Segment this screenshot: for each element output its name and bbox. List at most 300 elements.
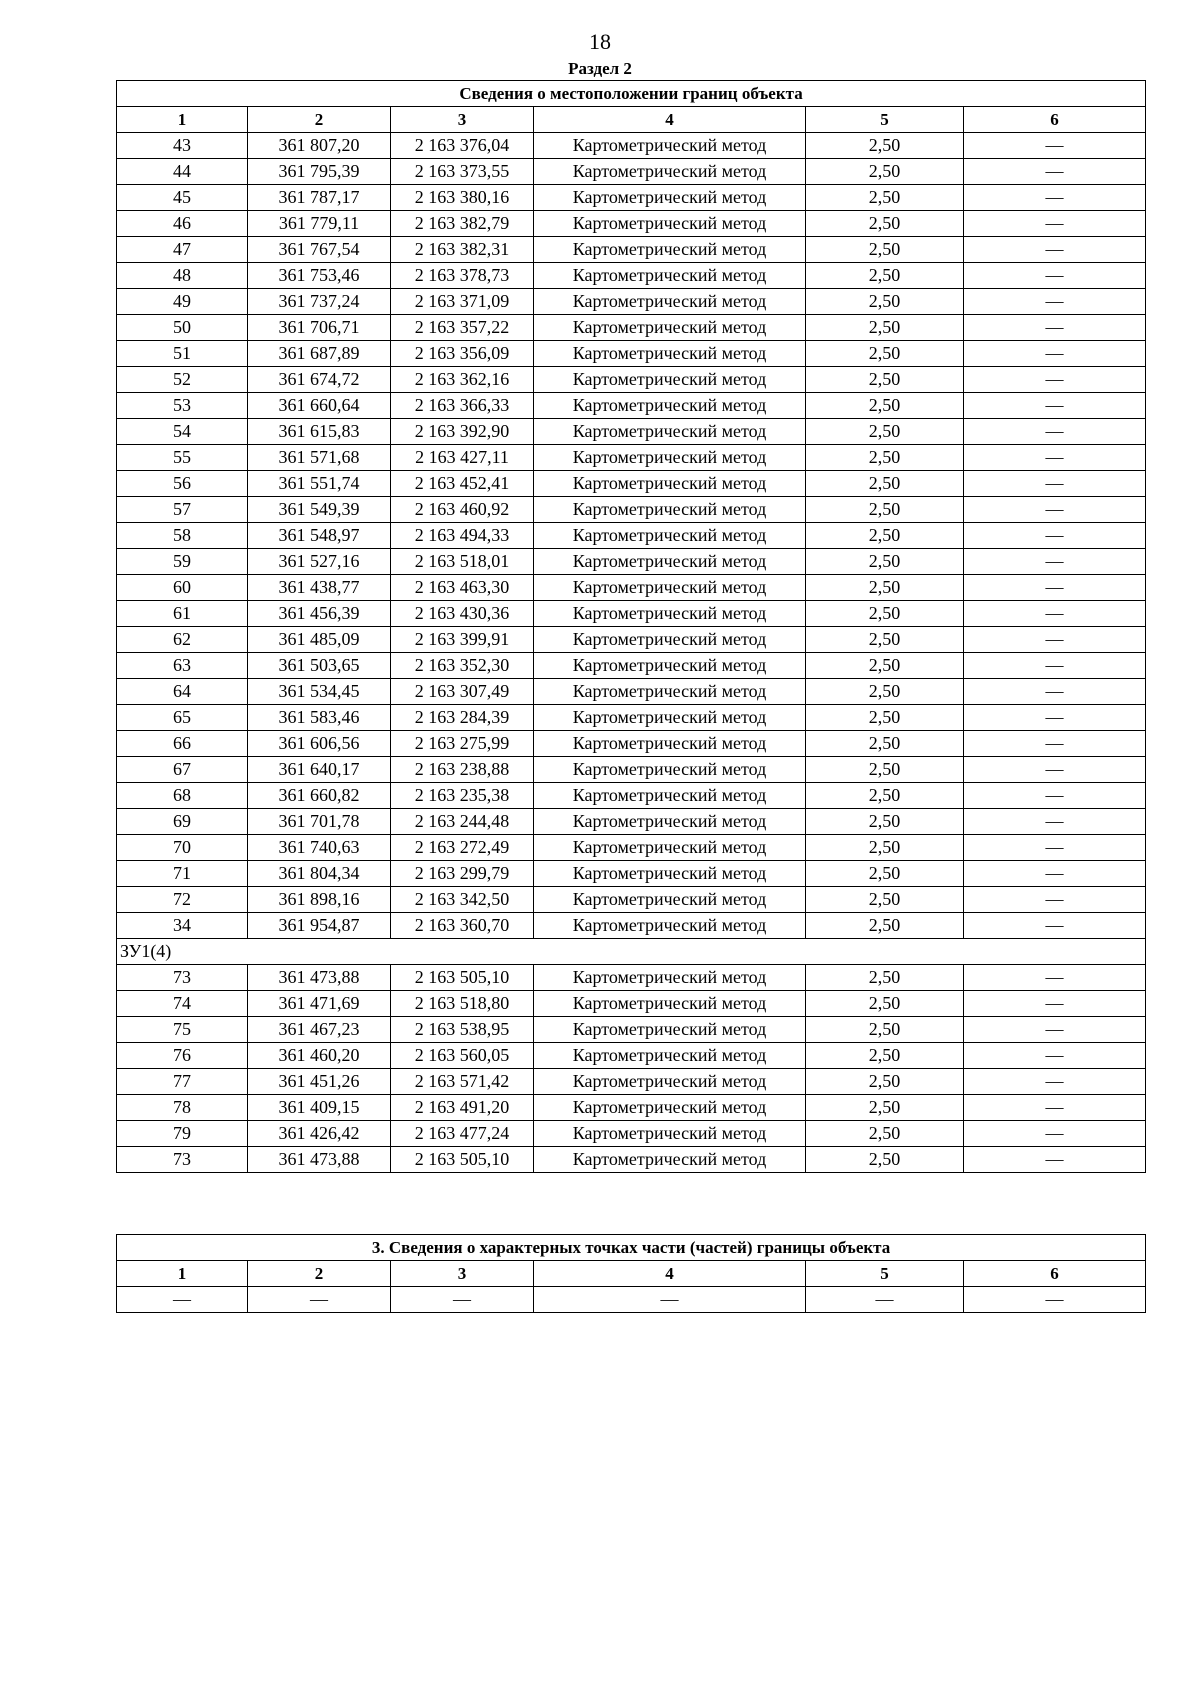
table-cell: 53 [117, 393, 248, 419]
table-cell: 2 163 494,33 [391, 523, 534, 549]
table-cell: 2,50 [806, 549, 964, 575]
table-cell: 2,50 [806, 1069, 964, 1095]
table-cell: 2 163 356,09 [391, 341, 534, 367]
table-cell: 46 [117, 211, 248, 237]
table-cell: — [964, 965, 1146, 991]
table-cell: Картометрический метод [534, 393, 806, 419]
table-cell: 60 [117, 575, 248, 601]
table-cell: 2,50 [806, 627, 964, 653]
table-cell: 2,50 [806, 159, 964, 185]
table-cell: 361 606,56 [248, 731, 391, 757]
table-cell: — [964, 419, 1146, 445]
table-cell: — [964, 731, 1146, 757]
table-cell: 361 687,89 [248, 341, 391, 367]
table-cell: 2,50 [806, 419, 964, 445]
table-cell: 2,50 [806, 471, 964, 497]
table-cell: 55 [117, 445, 248, 471]
column-header: 6 [964, 107, 1146, 133]
table-cell: 361 549,39 [248, 497, 391, 523]
table-cell: — [117, 1287, 248, 1313]
boundaries-caption: Сведения о местоположении границ объекта [117, 81, 1146, 107]
table-cell: 361 467,23 [248, 1017, 391, 1043]
table-cell: 48 [117, 263, 248, 289]
table-cell: Картометрический метод [534, 679, 806, 705]
table-cell: 63 [117, 653, 248, 679]
table-cell: 77 [117, 1069, 248, 1095]
table-cell: 361 701,78 [248, 809, 391, 835]
parts-caption-row [117, 1235, 1146, 1261]
table-cell: — [964, 497, 1146, 523]
table-cell: — [964, 237, 1146, 263]
table-cell: — [964, 185, 1146, 211]
table-cell: 50 [117, 315, 248, 341]
table-cell: Картометрический метод [534, 809, 806, 835]
table-cell: Картометрический метод [534, 315, 806, 341]
table-cell: 361 551,74 [248, 471, 391, 497]
table-cell: Картометрический метод [534, 263, 806, 289]
table-row [117, 471, 1146, 497]
table-cell: — [964, 1095, 1146, 1121]
table-cell: 2 163 491,20 [391, 1095, 534, 1121]
table-cell: Картометрический метод [534, 913, 806, 939]
table-cell: 68 [117, 783, 248, 809]
table-cell: 43 [117, 133, 248, 159]
table-cell: — [391, 1287, 534, 1313]
table-cell: — [964, 861, 1146, 887]
table-cell: — [964, 679, 1146, 705]
parts-column-header: 4 [534, 1261, 806, 1287]
table-cell: — [964, 523, 1146, 549]
table-cell: 2,50 [806, 289, 964, 315]
column-header: 3 [391, 107, 534, 133]
table-cell: Картометрический метод [534, 835, 806, 861]
table-row [117, 1069, 1146, 1095]
table-cell: 361 460,20 [248, 1043, 391, 1069]
table-cell: 64 [117, 679, 248, 705]
table-cell: 2,50 [806, 601, 964, 627]
table-row [117, 1147, 1146, 1173]
table-row [117, 1095, 1146, 1121]
table-cell: 57 [117, 497, 248, 523]
table-cell: 2 163 571,42 [391, 1069, 534, 1095]
table-cell: 59 [117, 549, 248, 575]
table-cell: 78 [117, 1095, 248, 1121]
table-cell: 45 [117, 185, 248, 211]
table-cell: — [964, 601, 1146, 627]
table-cell: 361 527,16 [248, 549, 391, 575]
table-row [117, 159, 1146, 185]
table-cell: Картометрический метод [534, 861, 806, 887]
table-cell: Картометрический метод [534, 523, 806, 549]
table-cell: 361 548,97 [248, 523, 391, 549]
table-cell: 361 451,26 [248, 1069, 391, 1095]
table-cell: 2,50 [806, 991, 964, 1017]
table-cell: 47 [117, 237, 248, 263]
table-cell: 2 163 307,49 [391, 679, 534, 705]
parts-column-header: 2 [248, 1261, 391, 1287]
table-row [117, 679, 1146, 705]
table-cell: 2 163 366,33 [391, 393, 534, 419]
table-cell: 69 [117, 809, 248, 835]
table-cell: 2,50 [806, 211, 964, 237]
table-cell: — [964, 315, 1146, 341]
table-cell: Картометрический метод [534, 1043, 806, 1069]
table-cell: — [964, 627, 1146, 653]
table-cell: Картометрический метод [534, 549, 806, 575]
table-cell: 2 163 518,80 [391, 991, 534, 1017]
table-cell: 361 753,46 [248, 263, 391, 289]
table-cell: 361 485,09 [248, 627, 391, 653]
table-cell: 2 163 360,70 [391, 913, 534, 939]
table-cell: 2 163 382,31 [391, 237, 534, 263]
table-cell: 2,50 [806, 575, 964, 601]
caption-row [117, 81, 1146, 107]
table-cell: 361 804,34 [248, 861, 391, 887]
table-cell: 58 [117, 523, 248, 549]
table-row [117, 237, 1146, 263]
table-cell: 2,50 [806, 653, 964, 679]
table-cell: 2 163 505,10 [391, 965, 534, 991]
table-cell: 2 163 376,04 [391, 133, 534, 159]
table-cell: — [964, 263, 1146, 289]
table-cell: — [964, 367, 1146, 393]
table-cell: 361 660,64 [248, 393, 391, 419]
table-cell: 2,50 [806, 497, 964, 523]
table-cell: 79 [117, 1121, 248, 1147]
table-cell: 51 [117, 341, 248, 367]
table-cell: 2 163 357,22 [391, 315, 534, 341]
table-cell: 2 163 373,55 [391, 159, 534, 185]
table-cell: 2,50 [806, 237, 964, 263]
table-cell: 361 660,82 [248, 783, 391, 809]
table-cell: Картометрический метод [534, 471, 806, 497]
table-row [117, 835, 1146, 861]
table-row [117, 887, 1146, 913]
parts-column-header: 5 [806, 1261, 964, 1287]
table-cell: 2,50 [806, 185, 964, 211]
parts-column-header: 3 [391, 1261, 534, 1287]
table-cell: Картометрический метод [534, 211, 806, 237]
page-number: 18 [589, 29, 611, 54]
table-cell: 2,50 [806, 835, 964, 861]
table-cell: 2,50 [806, 913, 964, 939]
table-cell: — [964, 393, 1146, 419]
parts-header-row [117, 1261, 1146, 1287]
table-row [117, 731, 1146, 757]
table-cell: Картометрический метод [534, 289, 806, 315]
table-cell: 2,50 [806, 523, 964, 549]
table-cell: 361 787,17 [248, 185, 391, 211]
table-cell: 361 795,39 [248, 159, 391, 185]
table-cell: 61 [117, 601, 248, 627]
table-row [117, 341, 1146, 367]
table-cell: 2 163 371,09 [391, 289, 534, 315]
table-cell: 361 767,54 [248, 237, 391, 263]
table-cell: 2 163 362,16 [391, 367, 534, 393]
table-cell: 73 [117, 1147, 248, 1173]
table-cell: 361 473,88 [248, 965, 391, 991]
table-cell: — [964, 809, 1146, 835]
table-cell: 2 163 518,01 [391, 549, 534, 575]
table-row [117, 549, 1146, 575]
table-cell: 2 163 560,05 [391, 1043, 534, 1069]
column-header: 4 [534, 107, 806, 133]
table-row [117, 263, 1146, 289]
boundaries-table [116, 80, 1146, 1173]
table-cell: — [964, 653, 1146, 679]
table-cell: 2,50 [806, 341, 964, 367]
table-row [117, 627, 1146, 653]
table-row [117, 497, 1146, 523]
table-row [117, 575, 1146, 601]
table-row [117, 809, 1146, 835]
table-cell: — [964, 1287, 1146, 1313]
table-cell: 2,50 [806, 757, 964, 783]
table-cell: Картометрический метод [534, 653, 806, 679]
table-cell: — [964, 1017, 1146, 1043]
table-cell: — [248, 1287, 391, 1313]
column-header: 2 [248, 107, 391, 133]
table-row [117, 133, 1146, 159]
table-cell: 2,50 [806, 445, 964, 471]
table-cell: 2,50 [806, 393, 964, 419]
parts-column-header: 1 [117, 1261, 248, 1287]
parts-row [117, 1287, 1146, 1313]
column-header: 5 [806, 107, 964, 133]
table-cell: 361 426,42 [248, 1121, 391, 1147]
table-cell: 2 163 477,24 [391, 1121, 534, 1147]
table-cell: 2 163 284,39 [391, 705, 534, 731]
table-cell: Картометрический метод [534, 185, 806, 211]
header-row [117, 107, 1146, 133]
table-cell: — [964, 835, 1146, 861]
table-cell: 361 898,16 [248, 887, 391, 913]
group-label: ЗУ1(4) [117, 939, 1146, 965]
table-row [117, 965, 1146, 991]
table-cell: 54 [117, 419, 248, 445]
table-cell: 361 583,46 [248, 705, 391, 731]
table-cell: 2,50 [806, 367, 964, 393]
table-cell: 75 [117, 1017, 248, 1043]
table-row [117, 1017, 1146, 1043]
table-cell: Картометрический метод [534, 1147, 806, 1173]
table-cell: Картометрический метод [534, 133, 806, 159]
table-cell: 2 163 430,36 [391, 601, 534, 627]
table-cell: 361 737,24 [248, 289, 391, 315]
table-cell: 2,50 [806, 783, 964, 809]
table-cell: 2,50 [806, 861, 964, 887]
table-cell: 2,50 [806, 679, 964, 705]
table-cell: — [964, 341, 1146, 367]
table-cell: 2 163 275,99 [391, 731, 534, 757]
table-cell: Картометрический метод [534, 601, 806, 627]
table-cell: 2,50 [806, 1043, 964, 1069]
table-cell: 56 [117, 471, 248, 497]
table-cell: Картометрический метод [534, 991, 806, 1017]
table-cell: Картометрический метод [534, 341, 806, 367]
table-row [117, 1043, 1146, 1069]
table-cell: 361 954,87 [248, 913, 391, 939]
table-cell: Картометрический метод [534, 445, 806, 471]
table-row [117, 1121, 1146, 1147]
table-cell: — [964, 211, 1146, 237]
table-row [117, 653, 1146, 679]
table-row [117, 289, 1146, 315]
parts-table [116, 1234, 1146, 1313]
table-cell: 2,50 [806, 133, 964, 159]
table-row [117, 991, 1146, 1017]
table-cell: 2,50 [806, 1147, 964, 1173]
table-row [117, 315, 1146, 341]
table-cell: 361 571,68 [248, 445, 391, 471]
table-cell: Картометрический метод [534, 705, 806, 731]
table-cell: — [964, 887, 1146, 913]
table-cell: — [964, 549, 1146, 575]
parts-caption: 3. Сведения о характерных точках части (частей) границы объекта [117, 1235, 1146, 1261]
table-cell: Картометрический метод [534, 367, 806, 393]
table-cell: 361 471,69 [248, 991, 391, 1017]
table-cell: 72 [117, 887, 248, 913]
table-cell: — [964, 1121, 1146, 1147]
table-cell: Картометрический метод [534, 1121, 806, 1147]
table-cell: 361 615,83 [248, 419, 391, 445]
table-cell: Картометрический метод [534, 237, 806, 263]
table-cell: 2 163 427,11 [391, 445, 534, 471]
table-cell: 34 [117, 913, 248, 939]
table-cell: Картометрический метод [534, 1017, 806, 1043]
column-header: 1 [117, 107, 248, 133]
table-cell: 2 163 299,79 [391, 861, 534, 887]
table-row [117, 783, 1146, 809]
table-row [117, 601, 1146, 627]
table-cell: 2 163 452,41 [391, 471, 534, 497]
table-cell: — [964, 1043, 1146, 1069]
table-cell: 2 163 399,91 [391, 627, 534, 653]
table-cell: 67 [117, 757, 248, 783]
table-cell: 2,50 [806, 887, 964, 913]
table-cell: Картометрический метод [534, 497, 806, 523]
section-title: Раздел 2 [568, 59, 632, 78]
table-cell: 2,50 [806, 965, 964, 991]
group-row [117, 939, 1146, 965]
table-cell: 361 503,65 [248, 653, 391, 679]
table-cell: 71 [117, 861, 248, 887]
table-cell: 74 [117, 991, 248, 1017]
table-cell: 70 [117, 835, 248, 861]
table-row [117, 367, 1146, 393]
table-cell: 2 163 463,30 [391, 575, 534, 601]
table-cell: 361 674,72 [248, 367, 391, 393]
table-cell: 2,50 [806, 1017, 964, 1043]
table-cell: 361 473,88 [248, 1147, 391, 1173]
table-cell: — [534, 1287, 806, 1313]
table-cell: 66 [117, 731, 248, 757]
table-cell: — [806, 1287, 964, 1313]
table-cell: — [964, 289, 1146, 315]
table-cell: 2,50 [806, 1095, 964, 1121]
table-cell: — [964, 757, 1146, 783]
table-cell: 2,50 [806, 1121, 964, 1147]
table-cell: — [964, 159, 1146, 185]
table-cell: 2,50 [806, 315, 964, 341]
table-cell: 2 163 538,95 [391, 1017, 534, 1043]
table-row [117, 913, 1146, 939]
table-cell: 361 456,39 [248, 601, 391, 627]
parts-column-header: 6 [964, 1261, 1146, 1287]
table-cell: 361 706,71 [248, 315, 391, 341]
table-cell: 361 640,17 [248, 757, 391, 783]
table-cell: Картометрический метод [534, 575, 806, 601]
table-cell: Картометрический метод [534, 627, 806, 653]
table-cell: — [964, 471, 1146, 497]
table-row [117, 861, 1146, 887]
table-cell: 2,50 [806, 731, 964, 757]
table-cell: 2 163 378,73 [391, 263, 534, 289]
table-cell: 2,50 [806, 809, 964, 835]
table-cell: 2 163 235,38 [391, 783, 534, 809]
table-cell: 361 409,15 [248, 1095, 391, 1121]
table-row [117, 393, 1146, 419]
table-cell: — [964, 783, 1146, 809]
table-cell: 76 [117, 1043, 248, 1069]
table-cell: — [964, 913, 1146, 939]
table-cell: 52 [117, 367, 248, 393]
table-cell: 73 [117, 965, 248, 991]
table-row [117, 705, 1146, 731]
table-cell: 361 807,20 [248, 133, 391, 159]
table-cell: 44 [117, 159, 248, 185]
table-cell: 2 163 352,30 [391, 653, 534, 679]
table-cell: Картометрический метод [534, 731, 806, 757]
table-cell: 2 163 505,10 [391, 1147, 534, 1173]
table-cell: 2 163 238,88 [391, 757, 534, 783]
table-cell: — [964, 705, 1146, 731]
table-cell: 361 534,45 [248, 679, 391, 705]
table-cell: — [964, 1147, 1146, 1173]
table-row [117, 757, 1146, 783]
table-cell: Картометрический метод [534, 1069, 806, 1095]
table-cell: 361 438,77 [248, 575, 391, 601]
table-cell: Картометрический метод [534, 965, 806, 991]
table-cell: 2,50 [806, 705, 964, 731]
table-cell: Картометрический метод [534, 419, 806, 445]
table-cell: Картометрический метод [534, 783, 806, 809]
table-row [117, 211, 1146, 237]
table-cell: — [964, 991, 1146, 1017]
table-cell: 2 163 380,16 [391, 185, 534, 211]
table-cell: 361 779,11 [248, 211, 391, 237]
table-row [117, 419, 1146, 445]
table-cell: 2 163 342,50 [391, 887, 534, 913]
table-cell: 2,50 [806, 263, 964, 289]
table-cell: Картометрический метод [534, 887, 806, 913]
table-row [117, 185, 1146, 211]
table-cell: Картометрический метод [534, 159, 806, 185]
table-cell: 2 163 460,92 [391, 497, 534, 523]
table-cell: 2 163 244,48 [391, 809, 534, 835]
table-cell: — [964, 133, 1146, 159]
table-cell: 2 163 392,90 [391, 419, 534, 445]
table-cell: 49 [117, 289, 248, 315]
table-row [117, 523, 1146, 549]
table-cell: 62 [117, 627, 248, 653]
table-cell: Картометрический метод [534, 757, 806, 783]
table-cell: 65 [117, 705, 248, 731]
table-cell: — [964, 445, 1146, 471]
table-cell: — [964, 1069, 1146, 1095]
table-cell: 2 163 272,49 [391, 835, 534, 861]
table-cell: Картометрический метод [534, 1095, 806, 1121]
